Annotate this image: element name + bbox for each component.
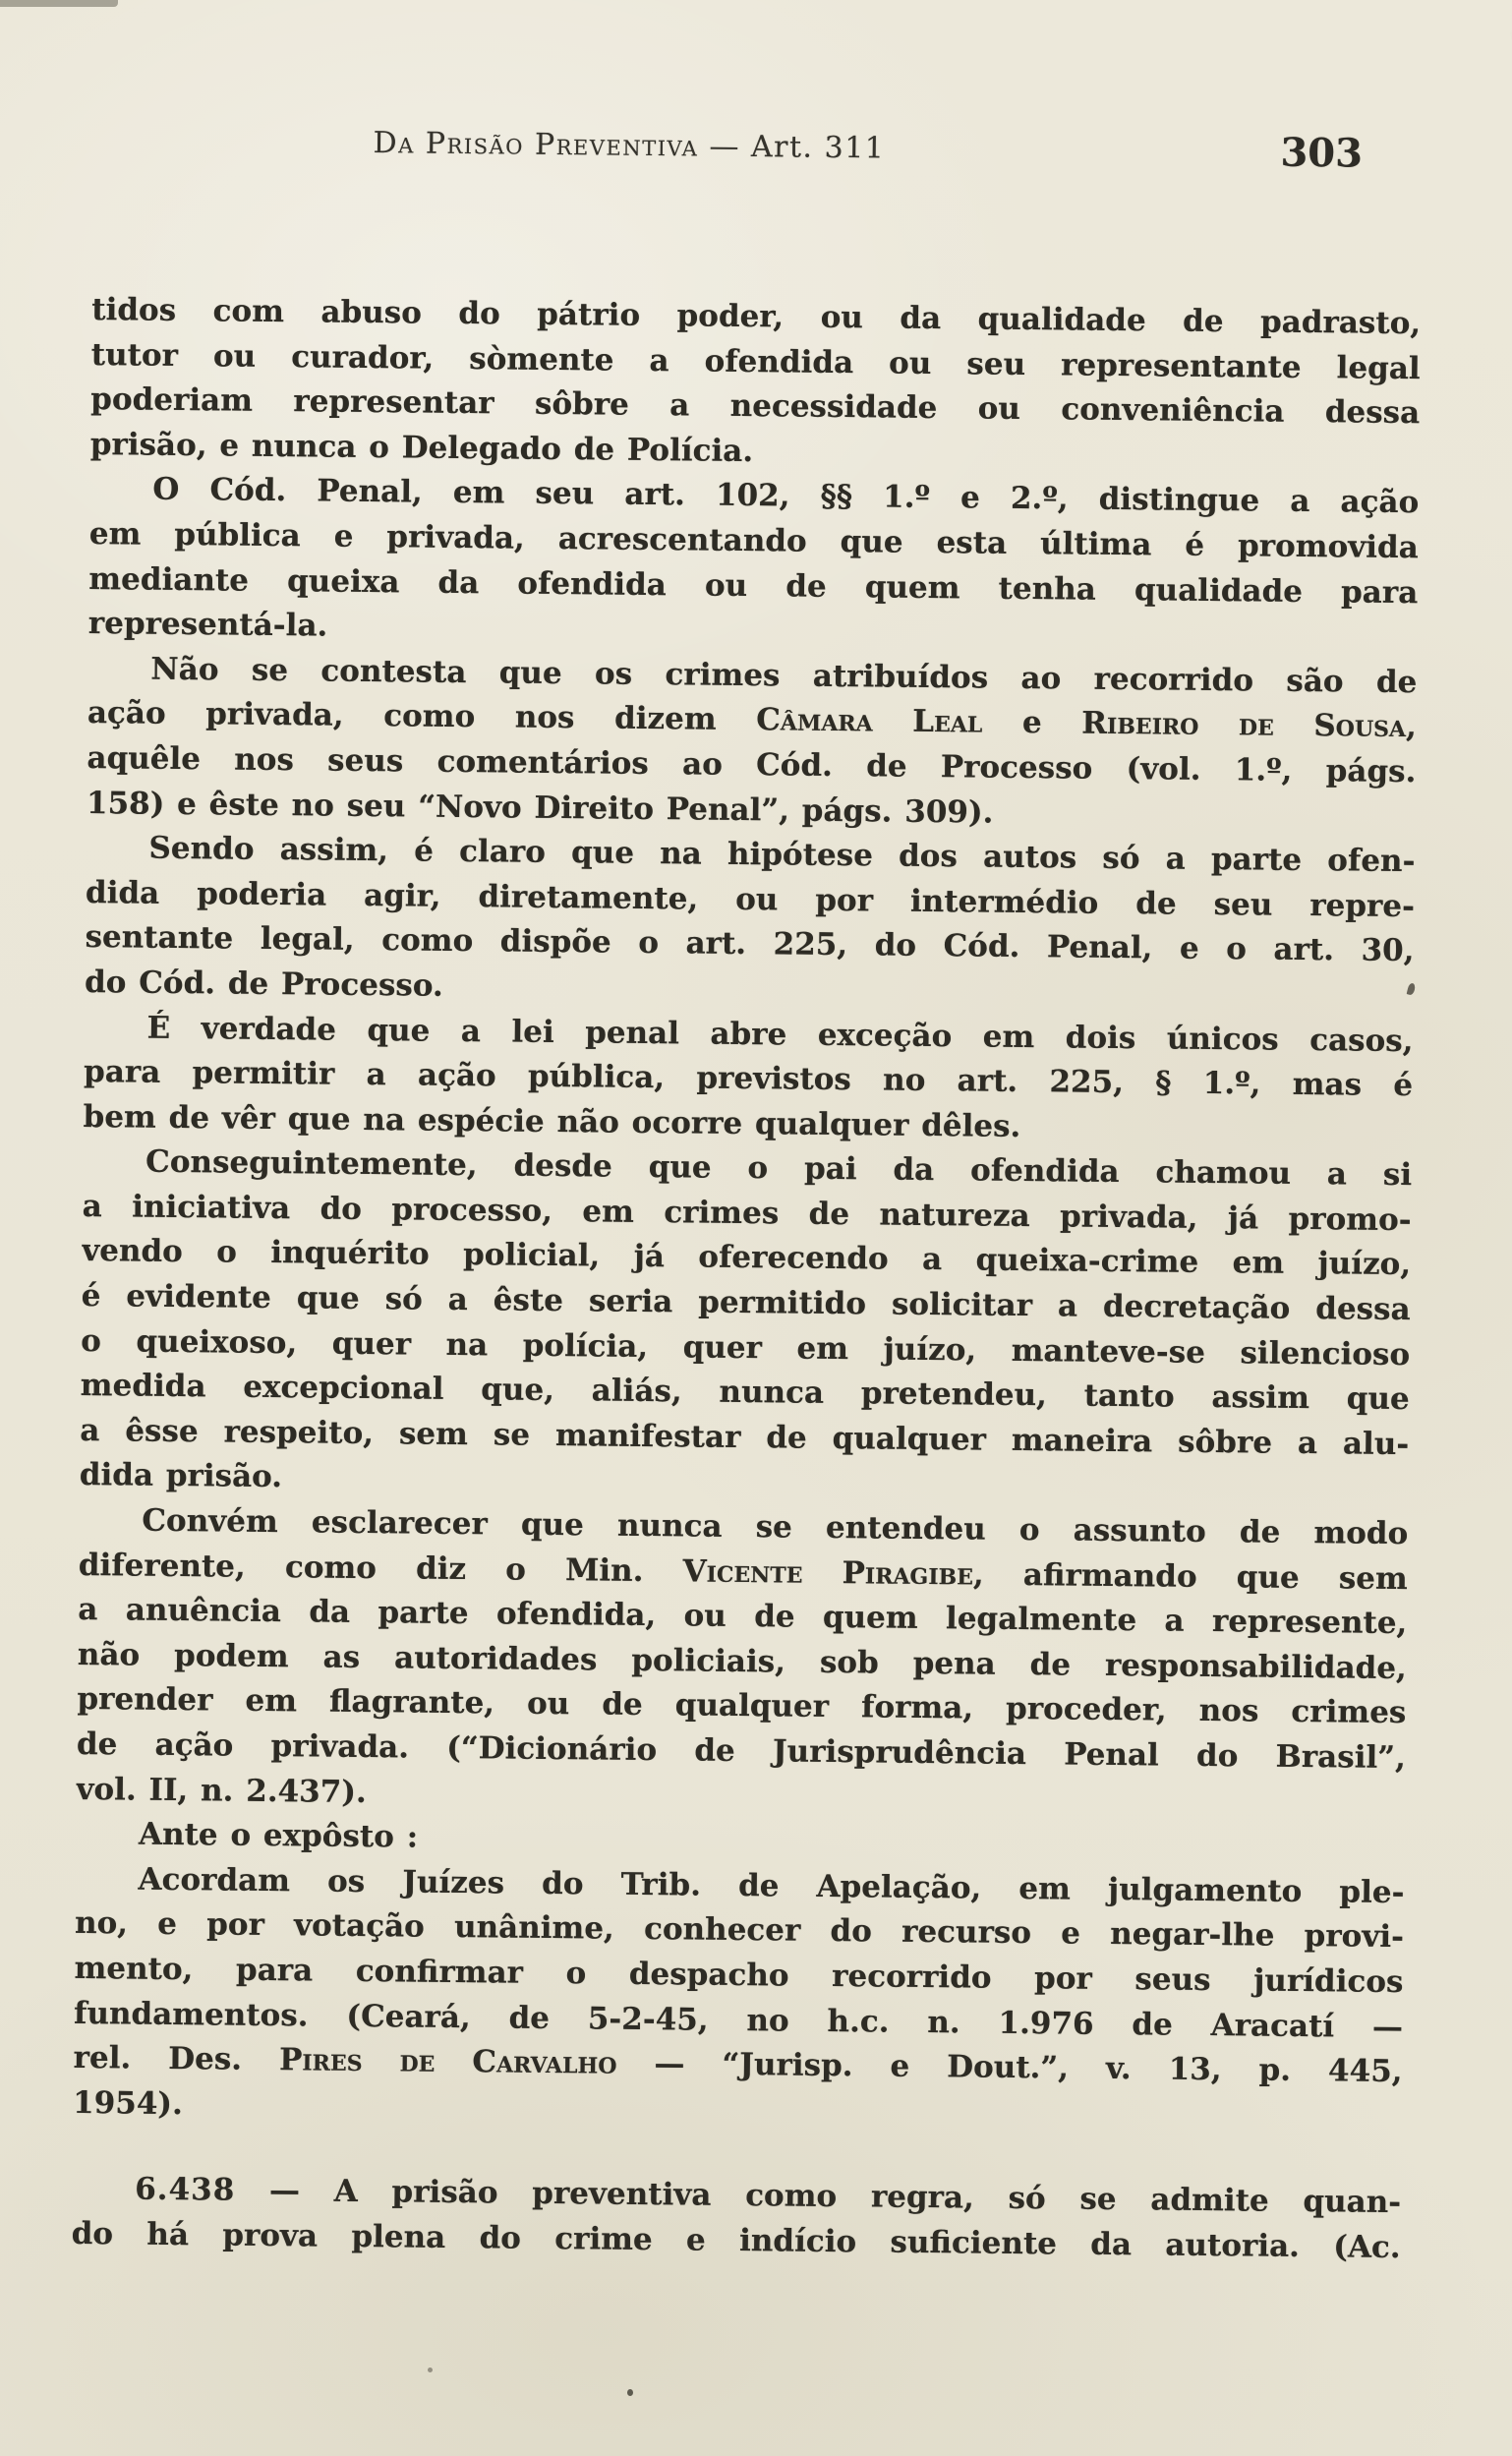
text-segment: 158) e êste no seu “Novo Direito Penal”, págs. 309). (86, 785, 994, 831)
body-text (71, 288, 1421, 2271)
text-segment: Convém esclarecer que nunca se entendeu o assunto de modo (142, 1502, 1409, 1552)
text-segment: do Cód. de Processo. (84, 964, 443, 1004)
ink-speck (428, 2368, 433, 2372)
text-segment: para permitir a ação pública, previstos no art. 225, § 1.º, mas é (83, 1054, 1414, 1104)
text-segment: não podem as autoridades policiais, sob pena de responsabilidade, (77, 1636, 1408, 1686)
text-segment: — “Jurisp. e Dout.”, v. 13, p. 445, (616, 2045, 1403, 2090)
text-segment: é evidente que só a êste seria permitido solicitar a decretação dessa (81, 1278, 1411, 1328)
text-segment: , (1405, 709, 1418, 745)
text-segment: de ação privada. (“Dicionário de Jurisprudência Penal do Brasil”, (76, 1725, 1407, 1777)
running-header (0, 122, 1512, 185)
text-segment: dida prisão. (79, 1457, 283, 1495)
person-name: Pires de Carvalho (278, 2042, 617, 2081)
scan-edge-shadow (0, 0, 118, 7)
text-segment: sentante legal, como dispõe o art. 225, do Cód. Penal, e o art. 30, (85, 919, 1415, 969)
text-segment: Acordam os Juízes do Trib. de Apelação, em julgamento ple- (138, 1861, 1405, 1910)
text-segment: Ante o expôsto : (138, 1816, 419, 1855)
text-segment: a êsse respeito, sem se manifestar de qualquer maneira sôbre a alu- (80, 1412, 1410, 1462)
text-segment: prisão, e nunca o Delegado de Polícia. (89, 426, 754, 469)
text-segment: o queixoso, quer na polícia, quer em juízo, manteve-se silencioso (81, 1322, 1411, 1373)
person-name: Ribeiro de Sousa (1081, 705, 1407, 745)
ink-speck (627, 2389, 633, 2396)
person-name: Câmara Leal (756, 702, 983, 740)
text-segment: Conseguintemente, desde que o pai da ofendida chamou a si (145, 1143, 1413, 1194)
item-number: 6.438 (135, 2171, 236, 2209)
text-segment: bem de vêr que na espécie não ocorre qualquer dêles. (83, 1098, 1021, 1144)
text-segment: tidos com abuso do pátrio poder, ou da qualidade de padrasto, (91, 292, 1422, 342)
text-segment: É verdade que a lei penal abre exceção em dois únicos casos, (146, 1010, 1414, 1059)
text-segment: mento, para confirmar o despacho recorrido por seus jurídicos (74, 1950, 1404, 2001)
text-segment: do há prova plena do crime e indício suficiente da autoria. (Ac. (71, 2215, 1401, 2266)
text-segment: tutor ou curador, sòmente a ofendida ou seu representante legal (90, 336, 1421, 386)
text-segment: representá-la. (87, 606, 328, 644)
text-segment: , afirmando que sem (972, 1556, 1408, 1597)
text-segment: em pública e privada, acrescentando que esta última é promovida (88, 515, 1419, 566)
text-segment: rel. Des. (73, 2040, 280, 2078)
header-title (226, 124, 1032, 167)
text-segment: aquêle nos seus comentários ao Cód. de Processo (vol. 1.º, págs. (87, 739, 1417, 790)
text-segment: vendo o inquérito policial, já oferecendo a queixa-crime em juízo, (82, 1233, 1412, 1283)
text-segment: dida poderia agir, diretamente, ou por intermédio de seu repre- (85, 874, 1416, 924)
header-title-article: — Art. 311 (698, 129, 886, 166)
text-segment: no, e por votação unânime, conhecer do recurso e negar-lhe provi- (74, 1905, 1405, 1956)
text-segment: O Cód. Penal, em seu art. 102, §§ 1.º e 2.º, distingue a ação (152, 472, 1420, 521)
text-segment: poderiam representar sôbre a necessidade ou conveniência dessa (90, 381, 1421, 432)
page-content (2, 0, 1512, 2266)
text-segment: Não se contesta que os crimes atribuídos ao recorrido são de (150, 651, 1418, 700)
page-number: 303 (1280, 129, 1364, 177)
text-segment: e (982, 704, 1082, 741)
text-segment: vol. II, n. 2.437). (76, 1771, 367, 1810)
text-segment: 1954). (72, 2084, 184, 2122)
text-segment: mediante queixa da ofendida ou de quem tenha qualidade para (88, 560, 1419, 611)
text-segment: diferente, como diz o Min. (78, 1547, 683, 1590)
text-segment: — A prisão preventiva como regra, só se admite quan- (235, 2173, 1402, 2221)
text-segment: Sendo assim, é claro que na hipótese dos autos só a parte ofen- (148, 830, 1416, 880)
text-segment: ação privada, como nos dizem (87, 695, 757, 738)
text-segment: prender em flagrante, ou de qualquer forma, proceder, nos crimes (77, 1681, 1407, 1731)
person-name: Vicente Piragibe (682, 1553, 974, 1593)
header-title-chapter: Da Prisão Preventiva (373, 126, 699, 164)
text-segment: medida excepcional que, aliás, nunca pretendeu, tanto assim que (80, 1368, 1410, 1418)
text-segment: a anuência da parte ofendida, ou de quem legalmente a represente, (78, 1592, 1408, 1642)
text-segment: a iniciativa do processo, em crimes de natureza privada, já promo- (82, 1188, 1412, 1239)
text-segment: fundamentos. (Ceará, de 5-2-45, no h.c. n. 1.976 de Aracatí — (73, 1995, 1404, 2045)
